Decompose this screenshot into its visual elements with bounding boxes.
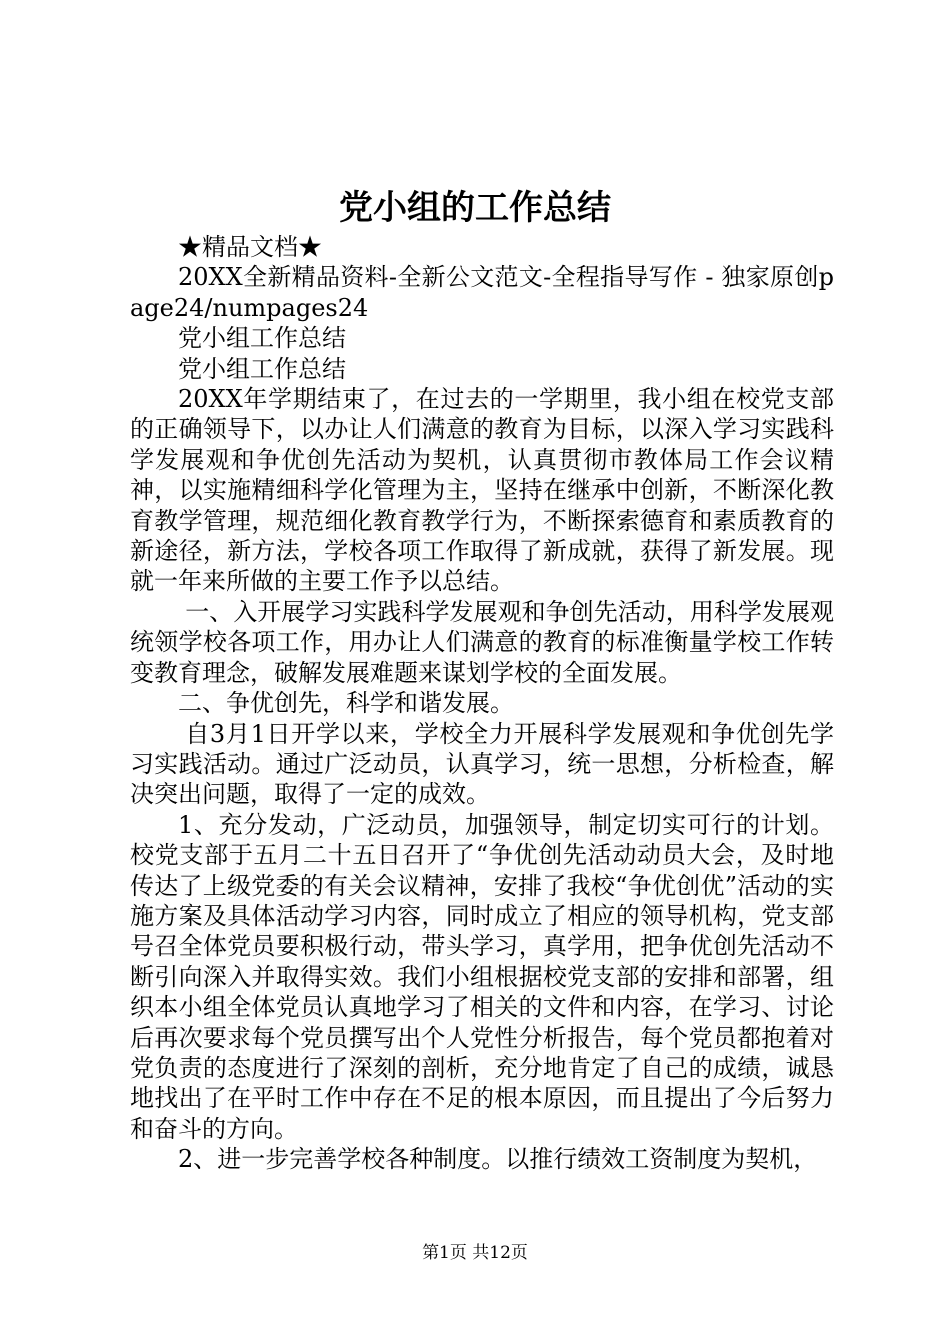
paragraph-section-one: 一、入开展学习实践科学发展观和争创先活动，用科学发展观统领学校各项工作，用办让人们满意的教育的标准衡量学校工作转变教育理念，破解发展难题来谋划学校的全面发展。 [130, 597, 834, 687]
document-title: 党小组的工作总结 [339, 188, 611, 228]
page-footer: 第1页 共12页 [422, 1243, 528, 1263]
paragraph-header-line: 20XX全新精品资料-全新公文范文-全程指导写作 - 独家原创page24/numpages24 [130, 263, 834, 322]
paragraph-activity: 自3月1日开学以来，学校全力开展科学发展观和争优创先学习实践活动。通过广泛动员，认真学习，统一思想，分析检查，解决突出问题，取得了一定的成效。 [130, 719, 834, 809]
paragraph-subtitle-repeat: 党小组工作总结 [178, 354, 346, 383]
document-body [130, 232, 834, 1175]
paragraph-section-two: 二、争优创先，科学和谐发展。 [178, 689, 514, 718]
paragraph-intro: 20XX年学期结束了，在过去的一学期里，我小组在校党支部的正确领导下，以办让人们满意的教育为目标，以深入学习实践科学发展观和争优创先活动为契机，认真贯彻市教体局工作会议精神，以实施精细科学化管理为主，坚持在继承中创新，不断深化教育教学管理，规范细化教育教学行为，不断探索德育和素质教育的新途径，新方法，学校各项工作取得了新成就，获得了新发展。现就一年来所做的主要工作予以总结。 [130, 385, 834, 596]
paragraph-subtitle: 党小组工作总结 [178, 324, 346, 353]
paragraph-item-one: 1、充分发动，广泛动员，加强领导，制定切实可行的计划。校党支部于五月二十五日召开了“争优创先活动动员大会，及时地传达了上级党委的有关会议精神，安排了我校“争优创优”活动的实施方案及具体活动学习内容，同时成立了相应的领导机构，党支部号召全体党员要积极行动，带头学习，真学用，把争优创先活动不断引向深入并取得实效。我们小组根据校党支部的安排和部署，组织本小组全体党员认真地学习了相关的文件和内容，在学习、讨论后再次要求每个党员撰写出个人党性分析报告，每个党员都抱着对党负责的态度进行了深刻的剖析，充分地肯定了自己的成绩，诚恳地找出了在平时工作中存在不足的根本原因，而且提出了今后努力和奋斗的方向。 [130, 810, 834, 1143]
paragraph-badge: ★精品文档★ [178, 233, 322, 261]
paragraph-item-two: 2、进一步完善学校各种制度。以推行绩效工资制度为契机， [178, 1145, 818, 1174]
